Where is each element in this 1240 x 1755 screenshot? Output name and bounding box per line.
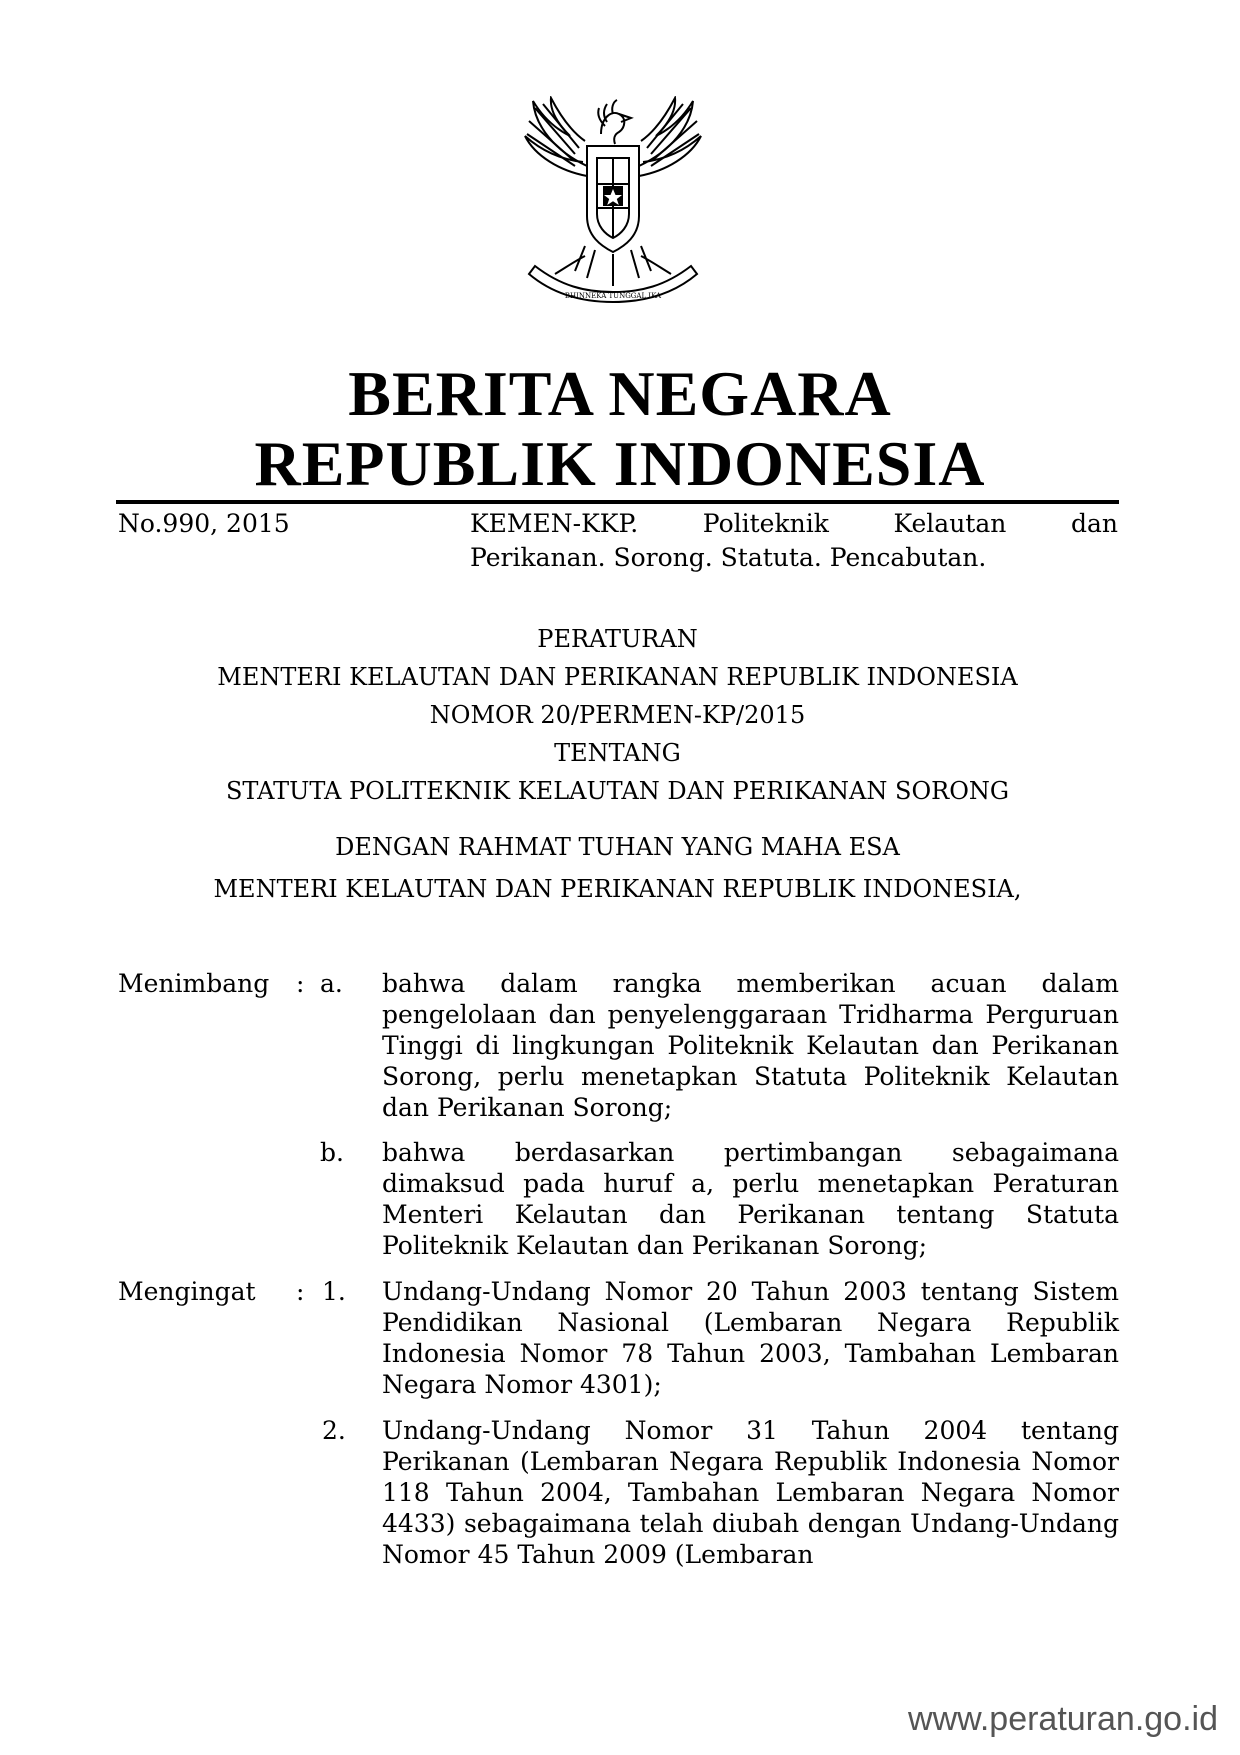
regulation-subject: STATUTA POLITEKNIK KELAUTAN DAN PERIKANAN SORONG	[225, 777, 1010, 805]
emblem-motto: BHINNEKA TUNGGAL IKA	[564, 292, 662, 300]
gazette-topic-line2: Perikanan. Sorong. Statuta. Pencabutan.	[470, 543, 987, 572]
gazette-title-line1: BERITA NEGARA	[348, 358, 892, 429]
title-divider	[116, 500, 1119, 504]
gazette-title-line2: REPUBLIK INDONESIA	[254, 428, 986, 499]
topic-word: dan	[1070, 509, 1118, 538]
garuda-emblem-icon	[515, 96, 711, 306]
mengingat-marker: 2.	[322, 1416, 346, 1445]
menimbang-colon: :	[296, 969, 305, 998]
menimbang-marker: a.	[320, 969, 343, 998]
menimbang-marker: b.	[320, 1138, 344, 1167]
mengingat-item-text: Undang-Undang Nomor 20 Tahun 2003 tentang Sistem Pendidikan Nasional (Lembaran Negara Republik Indonesia Nomor 78 Tahun 2003, Tambahan Lembaran Negara Nomor 4301);	[382, 1277, 1119, 1399]
mengingat-colon: :	[296, 1277, 305, 1306]
mengingat-label: Mengingat	[118, 1277, 256, 1306]
opening-line: DENGAN RAHMAT TUHAN YANG MAHA ESA	[335, 833, 900, 861]
menimbang-item-text: bahwa dalam rangka memberikan acuan dalam pengelolaan dan penyelenggaraan Tridharma Perguruan Tinggi di lingkungan Politeknik Kelautan dan Perikanan Sorong, perlu menetapkan Statuta Politeknik Kelautan dan Perikanan Sorong;	[382, 969, 1119, 1122]
regulation-number: NOMOR 20/PERMEN-KP/2015	[429, 701, 806, 729]
gazette-topic-line1	[470, 507, 1118, 541]
gazette-topic	[470, 507, 1118, 575]
topic-word: Kelautan	[893, 509, 1007, 538]
regulation-heading	[116, 620, 1119, 810]
gazette-number: No.990, 2015	[118, 509, 290, 538]
opening-clause	[116, 826, 1119, 910]
menimbang-item-text: bahwa berdasarkan pertimbangan sebagaimana dimaksud pada huruf a, perlu menetapkan Peraturan Menteri Kelautan dan Perikanan tentang Statuta Politeknik Kelautan dan Perikanan Sorong;	[382, 1138, 1119, 1260]
topic-word: Politeknik	[702, 509, 829, 538]
regulation-about: TENTANG	[554, 739, 681, 767]
topic-word: KEMEN-KKP.	[470, 509, 639, 538]
menimbang-label: Menimbang	[118, 969, 270, 998]
opening-line: MENTERI KELAUTAN DAN PERIKANAN REPUBLIK INDONESIA,	[213, 875, 1022, 903]
mengingat-item-text: Undang-Undang Nomor 31 Tahun 2004 tentang Perikanan (Lembaran Negara Republik Indonesia Nomor 118 Tahun 2004, Tambahan Lembaran Negara Nomor 4433) sebagaimana telah diubah dengan Undang-Undang Nomor 45 Tahun 2009 (Lembaran	[382, 1416, 1119, 1569]
regulation-issuer: MENTERI KELAUTAN DAN PERIKANAN REPUBLIK INDONESIA	[217, 663, 1018, 691]
regulation-type: PERATURAN	[537, 625, 698, 653]
mengingat-marker: 1.	[322, 1277, 346, 1306]
footer-website-url: www.peraturan.go.id	[908, 1700, 1218, 1738]
